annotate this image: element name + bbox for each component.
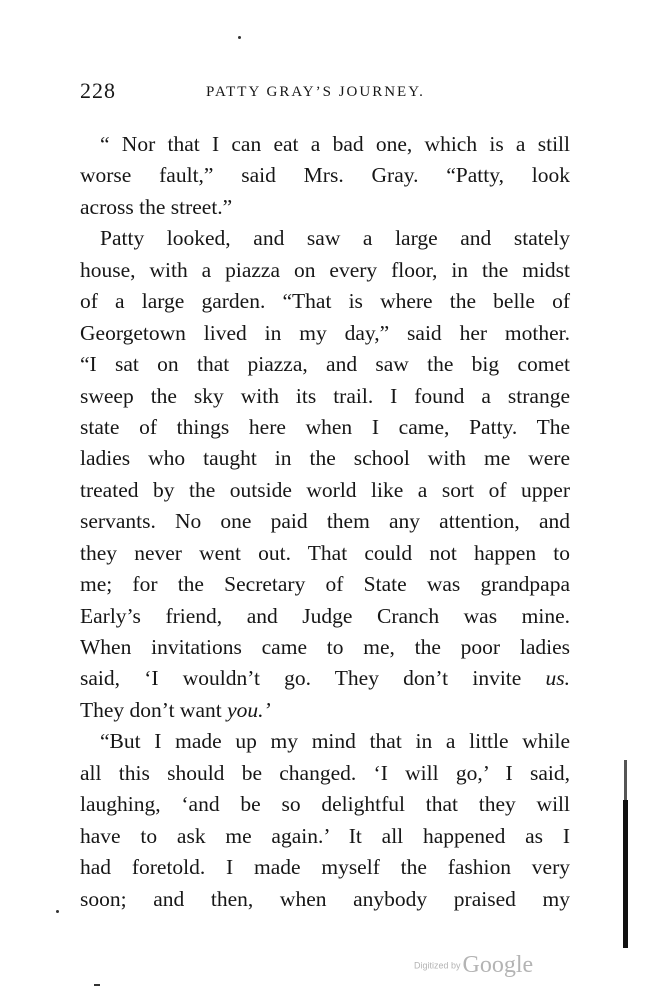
text-line: have to ask me again.’ It all happened as I bbox=[80, 823, 570, 848]
scan-edge-mark bbox=[623, 800, 628, 948]
text-line: me; for the Secretary of State was grandpapa bbox=[80, 572, 570, 597]
text-line: house, with a piazza on every floor, in the midst bbox=[80, 257, 570, 282]
text-line: state of things here when I came, Patty. The bbox=[80, 414, 570, 439]
text-line: sweep the sky with its trail. I found a strange bbox=[80, 383, 570, 408]
text-line: had foretold. I made myself the fashion very bbox=[80, 855, 570, 880]
text-line: ladies who taught in the school with me were bbox=[80, 446, 570, 471]
text-line: Georgetown lived in my day,” said her mother. bbox=[80, 320, 570, 345]
text-line: treated by the outside world like a sort of upper bbox=[80, 477, 570, 502]
running-title: PATTY GRAY’S JOURNEY. bbox=[206, 84, 425, 100]
scan-speck bbox=[56, 910, 59, 913]
text-line: worse fault,” said Mrs. Gray. “Patty, look bbox=[80, 163, 570, 188]
text-line bbox=[80, 695, 570, 726]
scan-speck bbox=[94, 984, 100, 986]
text-line: “But I made up my mind that in a little while bbox=[100, 729, 570, 754]
text-line: “ Nor that I can eat a bad one, which is a still bbox=[100, 132, 570, 156]
text-line: laughing, ‘and be so delightful that they will bbox=[80, 792, 570, 817]
page-number: 228 bbox=[80, 78, 116, 103]
digitized-watermark bbox=[414, 952, 533, 980]
watermark-small-text: Digitized by bbox=[414, 960, 461, 971]
text-line: they never went out. That could not happen to bbox=[80, 540, 570, 565]
text-line: all this should be changed. ‘I will go,’ I said, bbox=[80, 760, 570, 785]
text-line: across the street.” bbox=[80, 194, 233, 219]
scan-speck bbox=[238, 36, 241, 39]
text-line: Patty looked, and saw a large and stately bbox=[100, 226, 570, 251]
text-line: “I sat on that piazza, and saw the big comet bbox=[80, 352, 570, 377]
text-line: When invitations came to me, the poor ladies bbox=[80, 635, 570, 659]
text-line bbox=[80, 663, 570, 694]
emphasis-text: us. bbox=[545, 666, 570, 691]
page-header bbox=[80, 78, 570, 108]
scan-edge-mark bbox=[624, 760, 627, 800]
emphasis-text: you.’ bbox=[227, 697, 271, 722]
text-segment: said, ‘I wouldn’t go. They don’t invite bbox=[80, 666, 522, 691]
text-line: soon; and then, when anybody praised my bbox=[80, 886, 570, 911]
text-line: servants. No one paid them any attention, and bbox=[80, 509, 570, 534]
google-logo: Google bbox=[462, 952, 534, 978]
text-segment: They don’t want bbox=[80, 697, 222, 722]
body-text bbox=[80, 129, 570, 915]
text-line: Early’s friend, and Judge Cranch was mine. bbox=[80, 603, 570, 628]
text-line: of a large garden. “That is where the belle of bbox=[80, 289, 570, 314]
